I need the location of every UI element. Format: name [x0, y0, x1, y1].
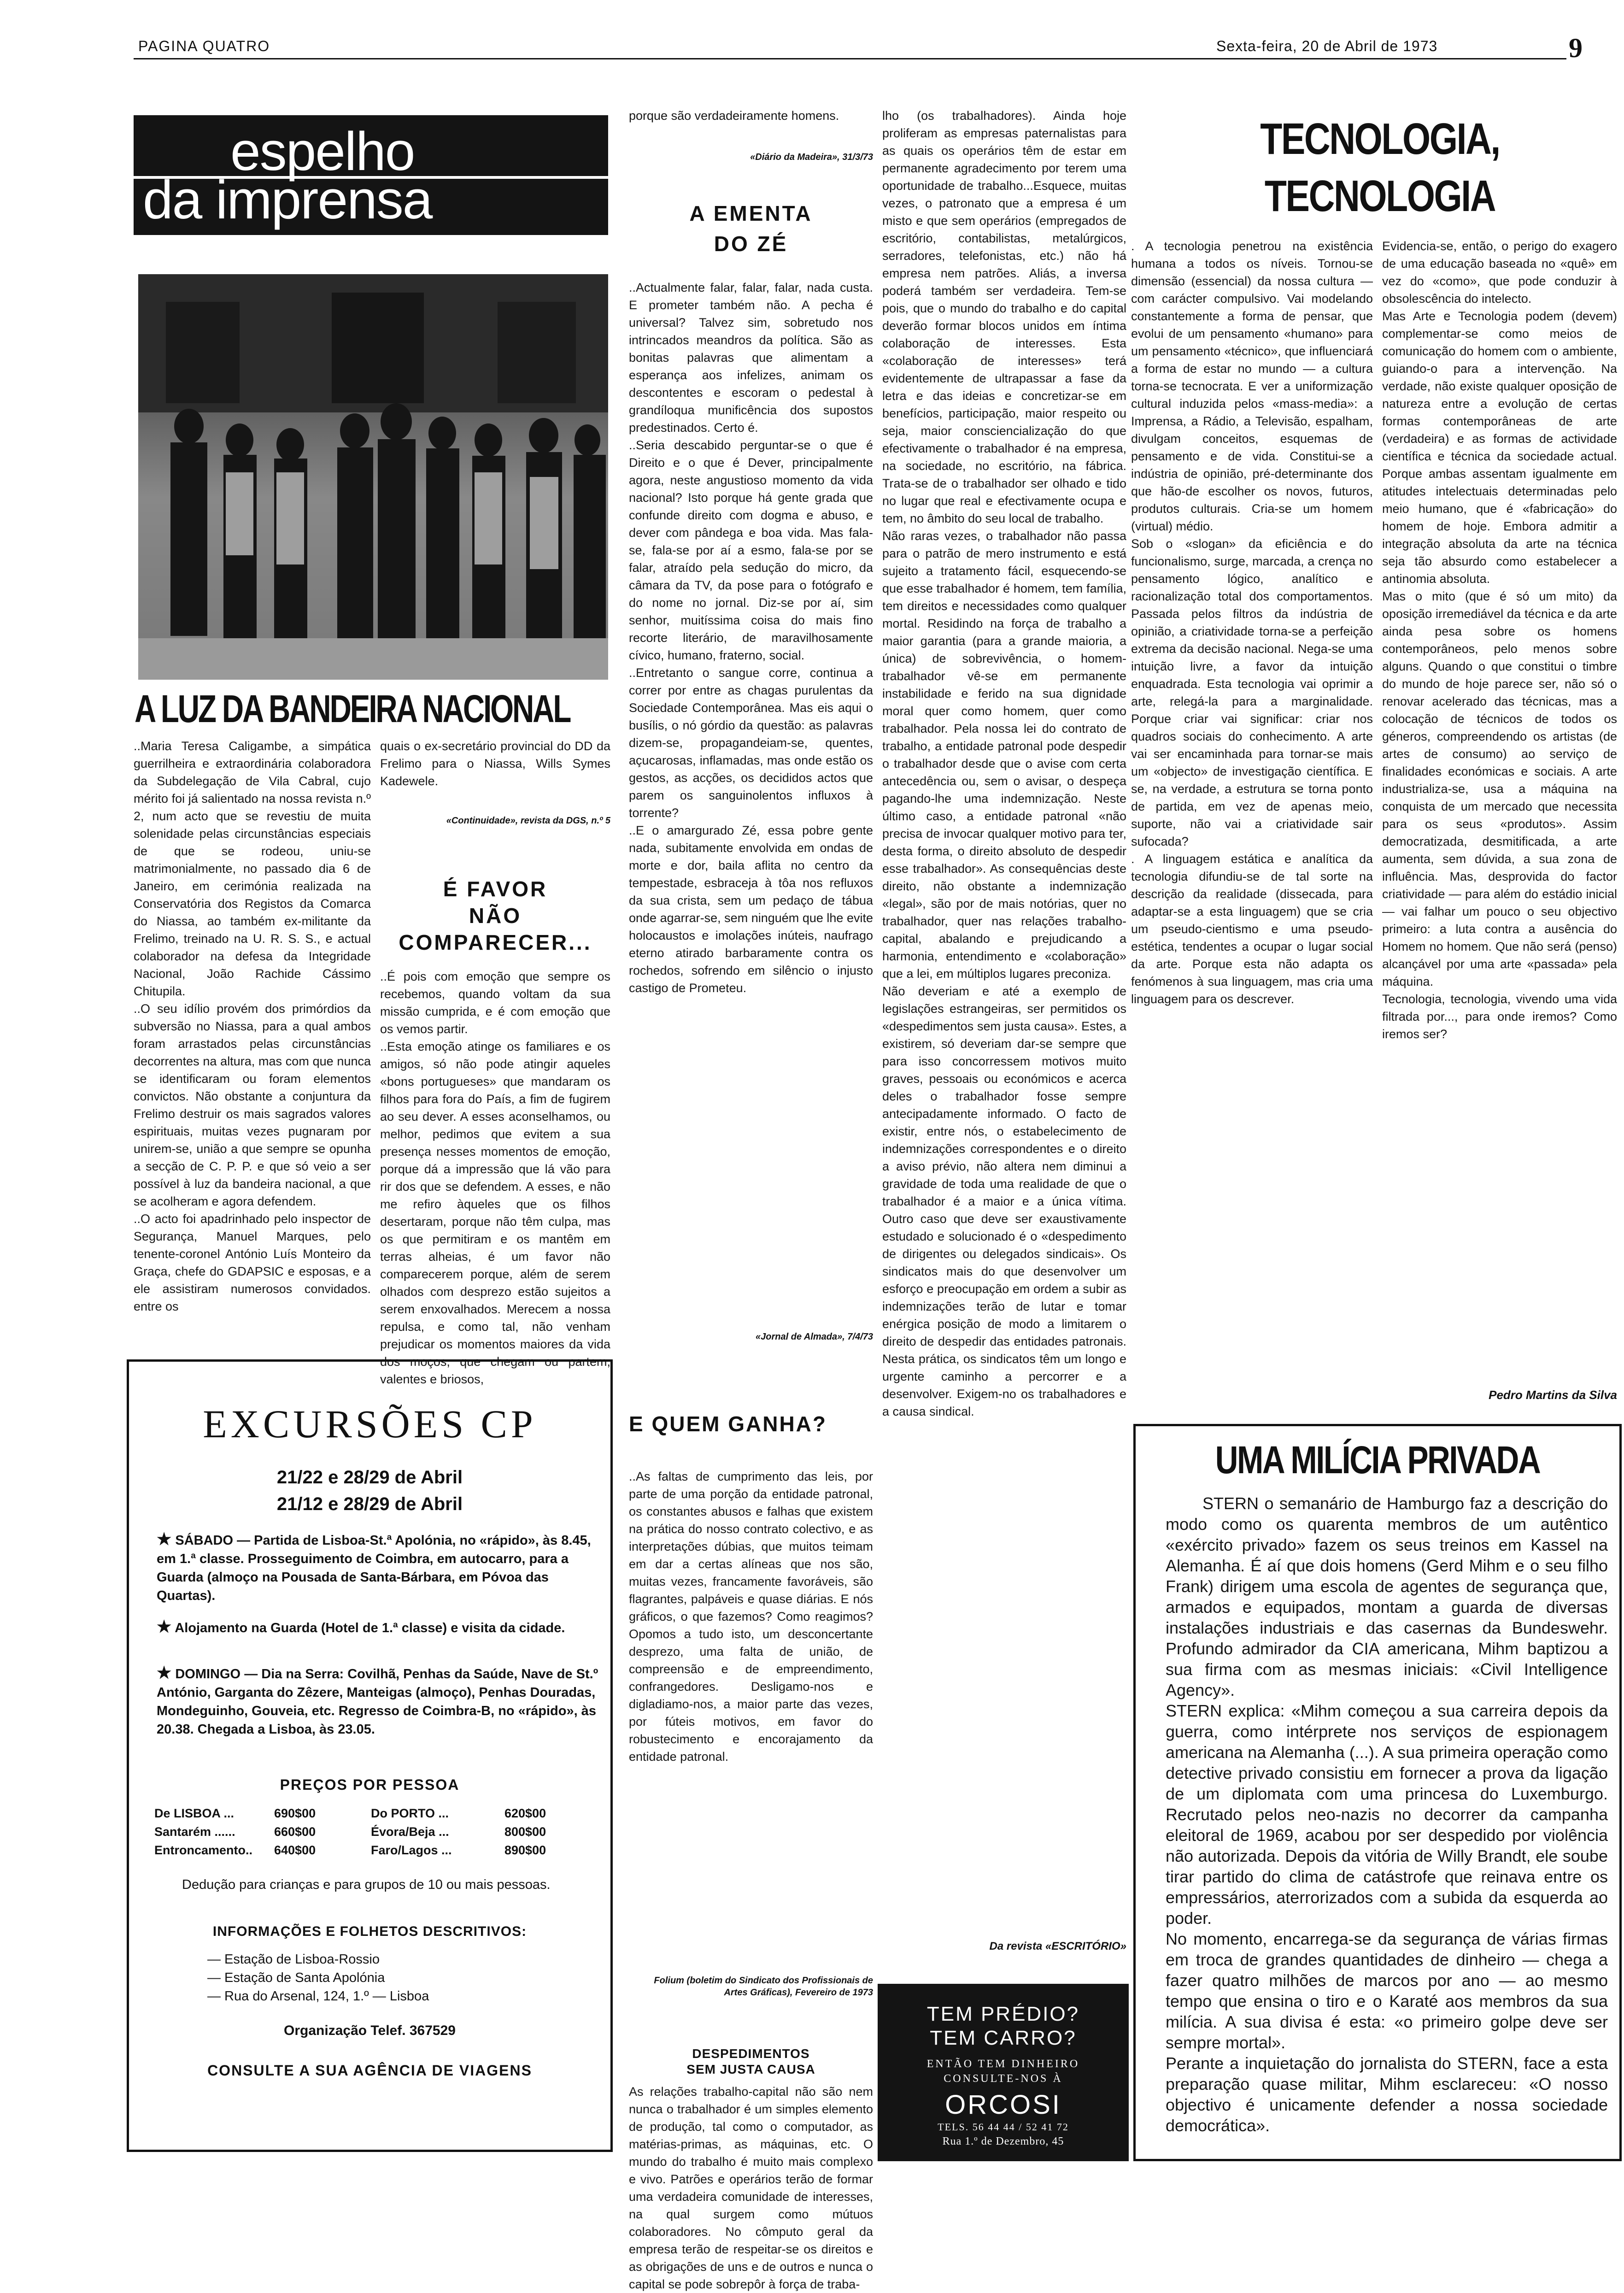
col3-headline — [629, 198, 873, 259]
orcosi-ad-line4: CONSULTE-NOS À — [944, 2073, 1063, 2085]
price-row — [154, 1804, 592, 1823]
col2-headline-l3: COMPARECER... — [399, 930, 592, 954]
col3-text-top: porque são verdadeiramente homens. — [629, 109, 839, 123]
excursoes-item2-text: Alojamento na Guarda (Hotel de 1.ª classe) e visita da cidade. — [175, 1621, 565, 1635]
col3-headline-l1: A EMENTA — [689, 201, 813, 225]
excursoes-item1-text: — Partida de Lisboa-St.ª Apolónia, no «rápido», às 8.45, em 1.ª classe. Prosseguimento de Coimbra, em autocarro, para a Guarda (almoço na Pousada de Santa-Bárbara, em Póvoa das Quartas). — [157, 1533, 591, 1603]
excursoes-prices-table — [154, 1804, 592, 1859]
price-value: 640$00 — [274, 1843, 316, 1857]
espelho-banner — [134, 115, 608, 235]
excursoes-item1 — [157, 1530, 599, 1605]
orcosi-ad-address: Rua 1.º de Dezembro, 45 — [942, 2135, 1064, 2147]
excursoes-discount: Dedução para crianças e para grupos de 10 ou mais pessoas. — [182, 1877, 551, 1892]
col2-source: «Continuidade», revista da DGS, n.º 5 — [446, 816, 610, 826]
star-icon: ★ — [157, 1529, 172, 1548]
price-from2: Évora/Beja ... — [371, 1825, 449, 1839]
col3-article-text2: ..As faltas de cumprimento das leis, por parte de uma porção da entidade patronal, os constantes abusos e falhas que existem na prática do nosso contrato colectivo, e as interpretações dúbias, que muitos teimam em dar a certas alíneas que nos são, muitas vezes, francamente favoráveis, são flagrantes, palpáveis e quase diárias. E nós gráficos, o que fazemos? Como reagimos? Opomos a tudo isto, um desconcertante desprezo, uma falta de união, de compreensão e de empreendimento, confrangedores. Desligamo-nos e digladiamo-nos, a maior parte das vezes, por fúteis motivos, em favor do robustecimento e encorajamento da entidade patronal. — [629, 1470, 873, 1764]
star-icon: ★ — [157, 1663, 172, 1682]
wedding-photo — [138, 274, 608, 680]
excursoes-title: EXCURSÕES CP — [203, 1402, 537, 1446]
col3-article-text3: As relações trabalho-capital não são nem nunca o trabalhador é um simples elemento de produção, tal como o computador, as matérias-primas, as máquinas, etc. O mundo do trabalho é muito mais complexo e vivo. Patrões e operários terão de formar uma verdadeira comunidade de interesses, na qual surgem como mútuos colaboradores. No cômputo geral da empresa terão de respeitar-se os direitos e as obrigações de uns e de outros e nunca o capital se pode sobrepôr à força de traba- — [629, 2085, 873, 2291]
excursoes-info1: — Estação de Lisboa-Rossio — [207, 1952, 380, 1967]
col3-headline3-l2: SEM JUSTA CAUSA — [686, 2062, 815, 2076]
col3-headline2: E QUEM GANHA? — [629, 1412, 827, 1436]
price-row — [154, 1823, 592, 1841]
price-value: 690$00 — [274, 1806, 316, 1820]
col2-headline-l2: NÃO — [469, 904, 522, 928]
col3-headline3-l1: DESPEDIMENTOS — [692, 2046, 810, 2061]
tecnologia-text-right: Evidencia-se, então, o perigo do exagero de uma educação baseada no «quê» em vez do «como», que pode conduzir à obsolescência do intelecto. Mas Arte e Tecnologia podem (devem) complementar-se como meios de comunicação do homem com o ambiente, guiando-o para a intervenção. Na verdade, não existe qualquer oposição de natureza entre a evolução de certas formas contemporâneas de arte (verdadeira) e as formas de actividade científica e técnica da sociedade actual. Porque ambas assentam igualmente em atitudes intelectuais determinadas pelo meio humano, que é «fabricação» do homem de hoje. Embora admitir a integração absoluta da arte na técnica seja tão absurdo como estabelecer a antinomia absoluta. Mas o mito (que é só um mito) da oposição irremediável da técnica e da arte ainda pesa sobre os homens contemporâneos, pelo menos sobre alguns. Quando o que constitui o timbre do mundo de hoje parece ser, não só o renovar acelerado das técnicas, mas a colocação de técnicos de todos os géneros, compreendendo os artistas (de artes de consumo) ao serviço de finalidades económicas e sociais. A arte industrializa-se, usa a máquina na conquista de um mercado que necessita para os seus «produtos». Assim democratizada, desmitificada, a arte aumenta, sem dúvida, a sua zona de influência. Mas, desprovida do factor criatividade — para além do estádio inicial — vai falhar um pouco o seu objectivo primeiro: a luta contra a ausência do Homem no homem. Que não será (penso) alcançável por uma arte «passada» pela máquina. Tecnologia, tecnologia, vivendo uma vida filtrada por..., para onde iremos? Como iremos ser? — [1382, 239, 1617, 1041]
col4-source: Da revista «ESCRITÓRIO» — [989, 1940, 1126, 1952]
star-icon: ★ — [157, 1617, 172, 1636]
excursoes-footer: CONSULTE A SUA AGÊNCIA DE VIAGENS — [207, 2062, 532, 2079]
masthead-rule — [134, 58, 1566, 59]
photo-headline: A LUZ DA BANDEIRA NACIONAL — [135, 687, 570, 730]
excursoes-item3-text: — Dia na Serra: Covilhã, Penhas da Saúde, Nave de St.º António, Garganta do Zêzere, Manteigas (almoço), Penhas Douradas, Mondeguinho, Gouveia, etc. Regresso de Coimbra-B, no «rápido», às 20.38. Chegada a Lisboa, às 23.05. — [157, 1667, 598, 1737]
col2-headline-l1: É FAVOR — [443, 877, 548, 901]
espelho-title-bottom: da imprensa — [143, 170, 432, 230]
col3-source1: «Diário da Madeira», 31/3/73 — [750, 152, 873, 162]
price-from: De LISBOA ... — [154, 1806, 235, 1820]
price-value: 660$00 — [274, 1825, 316, 1839]
excursoes-dates2: 21/12 e 28/29 de Abril — [276, 1494, 463, 1514]
price-value2: 890$00 — [504, 1843, 546, 1857]
excursoes-item3 — [157, 1664, 599, 1739]
masthead-page-label: PAGINA QUATRO — [138, 38, 270, 54]
price-from: Santarém ...... — [154, 1825, 235, 1839]
col3-article-text: ..Actualmente falar, falar, falar, nada custa. E prometer também não. A pecha é universal? Talvez sim, sobretudo nos intrincados meandros da política. São as bonitas palavras que alimentam a esperança aos infelizes, animam os descontentes e escoram o pedestal à grandíloqua munificência dos supostos predestinados. Certo é. ..Seria descabido perguntar-se o que é Direito e o que é Dever, principalmente agora, neste angustioso momento da vida nacional? Isto porque há gente grada que confunde direito com dogma e abuso, e dever com pândega e boa vida. Mas fala-se, fala-se por aí a esmo, fala-se por se falar, atraído pela sedução do micro, da câmara da TV, da pose para o fotógrafo e do nome no jornal. Diz-se por aí, sim senhor, muitíssima coisa do mais fino recorte literário, de maravilhosamente cívico, humano, fraterno, social. ..Entretanto o sangue corre, continua a correr por entre as chagas purulentas da Sociedade Contemporânea. Mas eis aqui o busílis, o nó górdio da questão: as palavras dizem-se, propagandeiam-se, quentes, açucarosas, inflamadas, mas onde estão os gestos, as acções, os decididos actos que parem os sanguinolentos influxos à torrente? ..E o amargurado Zé, essa pobre gente nada, subitamente envolvida em ondas de morte e dor, baila aflita no centro da tempestade, esbraceja à tôa nos refluxos da sua crista, sem um pedaço de tábua onde agarrar-se, sem ninguém que lhe evite holocaustos e imolações inúteis, naufrago eterno atirado barbaramente contra os rochedos, sofrendo em silêncio o injusto castigo de Prometeu. — [629, 281, 873, 995]
milicia-headline: UMA MILÍCIA PRIVADA — [1215, 1438, 1540, 1482]
excursoes-phone: Organização Telef. 367529 — [284, 2023, 456, 2038]
col2-article-text2: ..É pois com emoção que sempre os recebemos, quando voltam da sua missão cumprida, e é com emoção que os vemos partir. ..Esta emoção atinge os familiares e os amigos, só não pode atingir aqueles «bons portugueses» que mandaram os filhos para fora do País, a fim de fugirem ao seu dever. A esses aconselhamos, ou melhor, pedimos que evitem a sua presença nesses momentos de emoção, porque dá a impressão que lá vão para rir dos que se defendem. A esses, e não me refiro àqueles que os filhos desertaram, porque não têm culpa, mas os que permitiram e os mantêm em terras alheias, é um favor não comparecerem porque, além de serem olhados com desprezo estão sujeitos a serem enxovalhados. Merecem a nossa repulsa, e como tal, não venham prejudicar os momentos maiores da vida dos moços, que chegam ou partem, valentes e briosos, — [380, 970, 610, 1386]
tecnologia-headline-l2: TECNOLOGIA — [1264, 171, 1495, 221]
masthead-date: Sexta-feira, 20 de Abril de 1973 — [1216, 38, 1438, 54]
excursoes-prices-title: PREÇOS POR PESSOA — [280, 1776, 460, 1793]
excursoes-info2: — Estação de Santa Apolónia — [207, 1970, 385, 1985]
col3-headline-l2: DO ZÉ — [714, 232, 788, 256]
col3-headline3 — [629, 2046, 873, 2077]
col4-article-text: lho (os trabalhadores). Ainda hoje proliferam as empresas paternalistas para as quais os operários têm de estar em permanente agradecimento por terem uma oportunidade de trabalho...Esquece, muitas vezes, o patronato que a empresa é um misto e que sem operários (empregados de escritório, contabilistas, metalúrgicos, serradores, telefonistas, etc.) não há empresa nem patrões. Aliás, a inversa poderá também ser verdadeira. Tem-se pois, que o mundo do trabalho e do capital deverão formar blocos unidos em íntima colaboração de interesses. Esta «colaboração de interesses» terá evidentemente de ultrapassar a fase da letra e das ideias e concretizar-se em benefícios, participação, maior respeito ou seja, maior consciencialização do que efectivamente o trabalhador é na empresa, na sociedade, no escritório, na fábrica. Trata-se de o trabalhador ser olhado e tido no lugar que real e efectivamente ocupa e tem, no âmbito do seu local de trabalho. Não raras vezes, o trabalhador não passa para o patrão de mero instrumento e está sujeito a tratamento fácil, esquecendo-se que esse trabalhador é homem, tem família, tem direitos e necessidades como qualquer mortal. Residindo na força de trabalho a maior garantia (para a grande maioria, a única) de sobrevivência, o homem-trabalhador vê-se em permanente instabilidade e ferido na sua dignidade moral quer como homem, quer como trabalhador. Pela nossa lei do contrato de trabalho, a entidade patronal pode despedir o trabalhador desde que o avise com certa antecedência ou, sem o avisar, o despeça pagando-lhe uma indemnização. Neste último caso, a entidade patronal «não precisa de invocar qualquer motivo para ter, desta forma, o direito absoluto de despedir esse trabalhador». As consequências deste direito, não obstante a indemnização «legal», são por de mais notórias, quer no trabalhador, quer nas relações trabalho-capital, abalando e prejudicando a harmonia, entendimento e «colaboração» que a lei, em múltiplos lugares preconiza. Não deveriam e até a exemplo de legislações estrangeiras, ser permitidos os «despedimentos sem justa causa». Estes, a existirem, só deveriam dar-se sempre que para isso concorressem motivos muito graves, pessoais ou económicos e acerca deles o trabalhador fosse sempre antecipadamente informado. O facto de existir, entre nós, o estabelecimento de indemnizações correspondentes e o direito a aviso prévio, não altera nem diminui a gravidade de toda uma realidade de que o trabalhador é a maior e a única vítima. Outro caso que deve ser exaustivamente estudado e solucionado é o «despedimento de dirigentes ou delegados sindicais». Os sindicatos mais do que desenvolver um esforço e preocupação em ordem a subir as indemnizações terão de lutar e tomar enérgica posição de modo a limitarem o direito de despedir das entidades patronais. Nesta prática, os sindicatos têm um longo e urgente caminho a percorrer e a desenvolver. Exigem-no os trabalhadores e a causa sindical. — [882, 109, 1126, 1418]
milicia-text: STERN o semanário de Hamburgo faz a descrição do modo como os quarenta membros de um autêntico «exército privado» fazem os seus treinos em Kassel na Alemanha. É aí que dois homens (Gerd Mihm e o seu filho Frank) dirigem uma escola de agentes de segurança que, armados e equipados, montam a guarda de diversas instalações industriais e das casernas da Bundeswehr. Profundo admirador da CIA americana, Mihm baptizou a sua firma com as mesmas iniciais: «Civil Intelligence Agency». STERN explica: «Mihm começou a sua carreira depois da guerra, como intérprete nos serviços de espionagem americana na Alemanha (...). A sua primeira operação como detective privado consistiu em fornecer a prova da ligação de um diplomata com uma princesa do Luxemburgo. Recrutado pelos neo-nazis no decorrer da campanha eleitoral de 1969, acabou por ser despedido por violência não autorizada. Depois da vitória de Willy Brandt, ele soube tirar partido do clima de catástrofe que reinava entre os empressários, aterrorizados com a subida da esquerda ao poder. No momento, encarrega-se da segurança de várias firmas em troca de grandes quantidades de dinheiro — chega a fazer quatro milhões de marcos por ano — ao mesmo tempo que ensina o tiro e o Karaté aos membros da sua milícia. A sua divisa é esta: «o primeiro golpe deve ser sempre mortal». Perante a inquietação do jornalista do STERN, face a esta preparação quase militar, Mihm esclareceu: «O nosso objectivo é unicamente defender a nossa sociedade democrática». — [1166, 1494, 1608, 2135]
excursoes-dates1: 21/22 e 28/29 de Abril — [276, 1467, 463, 1488]
photo-figures-svg — [138, 274, 608, 680]
espelho-underline — [134, 176, 608, 179]
tecnologia-text-left: . A tecnologia penetrou na existência humana a todos os níveis. Tornou-se dimensão (essencial) da nossa cultura — com carácter compulsivo. Vai modelando constantemente a forma de pensar, que evolui de um pensamento «humano» para um pensamento «técnico», que influenciará a forma de estar no mundo — a cultura torna-se tecnocrata. E ver a uniformização cultural induzida pelos «mass-media»: a Imprensa, a Rádio, a Televisão, espalham, divulgam conceitos, esquemas de pensamento e de vida. Constitui-se a indústria de opinião, pré-determinante dos que hão-de escolher os novos, futuros, produtos culturais. Cria-se um homem (virtual) médio. Sob o «slogan» da eficiência e do funcionalismo, surge, marcada, a crença no pensamento lógico, analítico e racionalização total dos comportamentos. Passada pelos filtros da indústria de opinião, a criatividade torna-se a perfeição extrema da decisão nacional. Nega-se uma intuição livre, a favor da intuição enquadrada. Esta tecnologia vai oprimir a arte, relegá-la para a marginalidade. Porque criar vai significar: criar nos quadros sociais do conhecimento. A arte vai ser encaminhada para tornar-se mais um «objecto» de investigação científica. E se, na verdade, a estrutura se torna ponto de partida, em vez de apenas meio, suporte, não vai a criatividade sair sufocada? . A linguagem estática e analítica da tecnologia difundiu-se de tal sorte na descrição da realidade (dissecada, para adaptar-se a esta linguagem) que se cria um pseudo-cientismo e uma pseudo-estética, tendentes a ocupar o lugar social da arte. Porque esta não adapta os fenómenos à sua linguagem, mas cria uma linguagem para os descrever. — [1131, 239, 1373, 1006]
orcosi-ad-line2: TEM CARRO? — [930, 2027, 1077, 2049]
col3-source3: Folium (boletim do Sindicato dos Profissionais de Artes Gráficas), Fevereiro de 1973 — [654, 1976, 873, 1998]
excursoes-info3: — Rua do Arsenal, 124, 1.º — Lisboa — [207, 1989, 429, 2004]
orcosi-ad-name: ORCOSI — [945, 2090, 1061, 2120]
orcosi-ad-phone: TELS. 56 44 44 / 52 41 72 — [938, 2121, 1069, 2133]
col3-source2: «Jornal de Almada», 7/4/73 — [756, 1332, 873, 1342]
tecnologia-author: Pedro Martins da Silva — [1489, 1388, 1617, 1402]
price-value2: 620$00 — [504, 1806, 546, 1820]
price-row — [154, 1841, 592, 1859]
orcosi-ad — [878, 1984, 1129, 2161]
tecnologia-headline-l1: TECNOLOGIA, — [1260, 114, 1500, 164]
price-value2: 800$00 — [504, 1825, 546, 1839]
excursoes-info-title: INFORMAÇÕES E FOLHETOS DESCRITIVOS: — [212, 1924, 527, 1939]
orcosi-ad-line1: TEM PRÉDIO? — [926, 2003, 1080, 2025]
orcosi-ad-line3: ENTÃO TEM DINHEIRO — [926, 2058, 1080, 2070]
price-from2: Faro/Lagos ... — [371, 1843, 452, 1857]
col1-article-text: ..Maria Teresa Caligambe, a simpática guerrilheira e extraordinária colaboradora da Subdelegação de Vila Cabral, cujo mérito foi já salientado na nossa revista n.º 2, num acto que se revestiu de muita solenidade pelas circunstâncias especiais de que se rodeou, uniu-se matrimonialmente, no passado dia 6 de Janeiro, em cerimónia realizada na Conservatória dos Registos da Comarca do Niassa, ao também ex-militante da Frelimo, treinado na U. R. S. S., e actual colaborador na defesa da Integridade Nacional, João Rachide Cássimo Chitupila. ..O seu idílio provém dos primórdios da subversão no Niassa, para a qual ambos foram arrastados pelas circunstâncias decorrentes na altura, mas com que nunca se identificaram ou foram elementos convictos. Não obstante a conjuntura da Frelimo destruir os mais sagrados valores espirituais, muitas vezes pugnaram por unirem-se, união a que sempre se opunha a secção de C. P. P. e que só veio a ser possível à luz da bandeira nacional, a que se acolheram e agora defendem. ..O acto foi apadrinhado pelo inspector de Segurança, Manuel Marques, pelo tenente-coronel António Luís Monteiro da Graça, chefe do GDAPSIC e esposas, e a ele assistiram numerosos convidados. entre os — [134, 739, 371, 1313]
col2-article-text: quais o ex-secretário provincial do DD da Frelimo para o Niassa, Wills Symes Kadewele. — [380, 739, 610, 788]
excursoes-item2 — [157, 1617, 599, 1637]
espelho-title-top: espelho — [230, 121, 415, 182]
masthead-number: 9 — [1569, 33, 1583, 63]
col2-headline — [380, 876, 610, 956]
excursoes-item3-label: DOMINGO — [175, 1667, 241, 1682]
price-from: Entroncamento.. — [154, 1843, 253, 1857]
excursoes-item1-label: SÁBADO — [175, 1533, 234, 1548]
price-from2: Do PORTO ... — [371, 1806, 449, 1820]
tecnologia-headline — [1136, 111, 1624, 225]
